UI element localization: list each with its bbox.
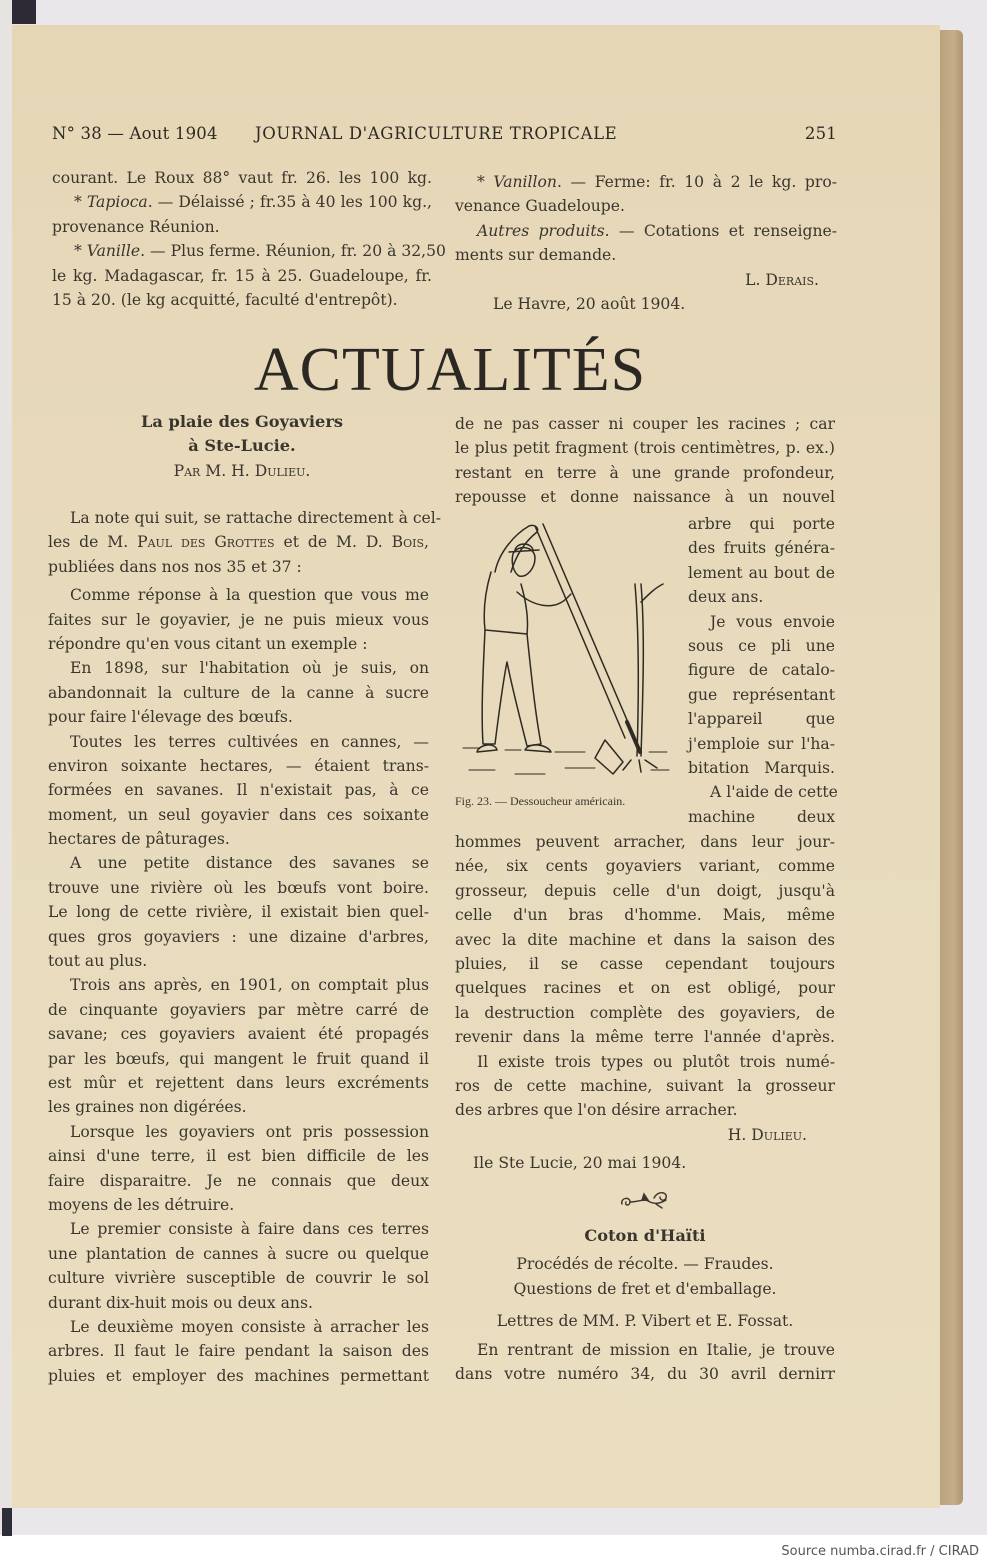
text-line: j'emploie sur l'ha- [688, 734, 835, 753]
text-line: La note qui suit, se rattache directement à cel- [70, 509, 442, 527]
article2-subtitle-1: Procédés de récolte. — Fraudes. [516, 1255, 774, 1274]
text-line: figure de catalo- [688, 661, 835, 680]
article1-byline: Par M. H. Dulieu. [173, 461, 311, 480]
text-line: publiées dans nos nos 35 et 37 : [48, 557, 302, 576]
text-line: l'appareil que [688, 710, 835, 729]
market-dateline: Le Havre, 20 août 1904. [493, 294, 686, 313]
text-line: gue représentant [688, 685, 835, 704]
market-line: le kg. Madagascar, fr. 15 à 25. Guadeloupe, fr. [52, 266, 432, 285]
text-line: des arbres que l'on désire arracher. [455, 1101, 738, 1120]
product-label: Tapioca [86, 193, 148, 212]
text-line: répondre qu'en vous citant un exemple : [48, 634, 368, 653]
vanillon-entry: * Vanillon. — Ferme: fr. 10 à 2 le kg. pro- [477, 173, 837, 191]
text-line: Le long de cette rivière, il existait bien quel- [48, 903, 429, 922]
text-line: avec la dite machine et dans la saison des [455, 930, 835, 949]
text-line: Il existe trois types ou plutôt trois numé- [477, 1052, 835, 1071]
article1-header [52, 410, 432, 483]
base-plate [595, 740, 623, 774]
page-number: 251 [804, 124, 837, 143]
text-line: moment, un seul goyavier dans ces soixante [48, 805, 429, 824]
article1-title-line1: La plaie des Goyaviers [141, 412, 343, 431]
market-report-right [455, 170, 837, 316]
text-line: Le deuxième moyen consiste à arracher les [70, 1317, 429, 1336]
text-line: de ne pas casser ni couper les racines ; car [455, 415, 835, 433]
text-line: environ soixante hectares, — étaient trans- [48, 756, 429, 775]
text-line: En rentrant de mission en Italie, je trouve [477, 1340, 835, 1359]
market-report-left [52, 166, 446, 312]
text-line: pluies et employer des machines permettant [48, 1366, 429, 1385]
text-line: abandonnait la culture de la canne à sucre [48, 683, 429, 702]
source-credit: Source numba.cirad.fr / CIRAD [781, 1544, 979, 1559]
man-torso [484, 572, 527, 634]
running-head [52, 124, 837, 146]
text-line: par les bœufs, qui mangent le fruit quand il [48, 1049, 429, 1068]
text-line: En 1898, sur l'habitation où je suis, on [70, 659, 429, 678]
scanner-edge-dark-top [12, 0, 36, 24]
text-line: Je vous envoie [710, 612, 835, 631]
market-signature: L. Derais. [745, 270, 819, 289]
text-line: arbre qui porte [688, 515, 835, 533]
autres-entry [455, 219, 837, 243]
text-line: grosseur, depuis celle d'un doigt, jusqu'à [455, 881, 835, 900]
text-line: les de M. Paul des Grottes et de M. D. Bois, [48, 533, 429, 552]
article1-left-column [48, 506, 442, 1388]
section-title: ACTUALITÉS [253, 336, 647, 404]
market-line: * Tapioca. — Délaissé ; fr.35 à 40 les 100 kg., [74, 193, 432, 212]
article2-subtitle-2: Questions de fret et d'emballage. [513, 1279, 777, 1298]
journal-title: JOURNAL D'AGRICULTURE TROPICALE [255, 124, 618, 143]
text-line: ques gros goyaviers : une dizaine d'arbres, [48, 927, 429, 946]
issue-date: N° 38 — Aout 1904 [52, 124, 218, 143]
article1-dateline: Ile Ste Lucie, 20 mai 1904. [473, 1154, 687, 1173]
article1-title-line2: à Ste-Lucie. [188, 436, 296, 456]
text-line: une plantation de cannes à sucre ou quelque [48, 1244, 429, 1263]
text-line: durant dix-huit mois ou deux ans. [48, 1293, 313, 1312]
article2-letters: Lettres de MM. P. Vibert et E. Fossat. [496, 1312, 794, 1331]
text-line: de cinquante goyaviers par mètre carré de [48, 1000, 429, 1019]
text-line: formées en savanes. Il n'existait pas, à ce [48, 781, 429, 800]
text-line: Lorsque les goyaviers ont pris possession [70, 1122, 429, 1141]
autres-label: Autres produits [477, 221, 605, 240]
pole [535, 524, 633, 738]
text-line: Toutes les terres cultivées en cannes, — [70, 732, 429, 751]
market-line: provenance Réunion. [52, 217, 220, 236]
scanner-edge-left [0, 0, 12, 1535]
text-line: repousse et donne naissance à un nouvel [455, 488, 835, 507]
text-line: née, six cents goyaviers variant, comme [455, 857, 835, 876]
vanillon-label: Vanillon [493, 173, 557, 191]
text-line: hectares de pâturages. [48, 830, 230, 849]
text-line: ainsi d'une terre, il est bien difficile de les [48, 1147, 429, 1166]
text-line: restant en terre à une grande profondeur, [455, 463, 835, 482]
article2-body [455, 1338, 835, 1387]
man-legs [482, 630, 541, 746]
text-line: quelques racines et on est obligé, pour [455, 979, 835, 998]
ornament-fleuron-icon [618, 1188, 674, 1210]
text-line: lement au bout de [688, 563, 835, 582]
text-line: Le premier consiste à faire dans ces terres [70, 1220, 429, 1239]
sapling [635, 584, 663, 756]
text-line: machine deux [688, 807, 835, 826]
product-label: Vanille [86, 242, 141, 261]
figure-caption: Fig. 23. — Dessoucheur américain. [455, 794, 626, 808]
text-line: ros de cette machine, suivant la grosseur [455, 1076, 835, 1095]
article1-right-narrow [688, 512, 838, 829]
autres-text: . — Cotations et renseigne- [604, 221, 837, 240]
text-line: Trois ans après, en 1901, on comptait plus [70, 976, 429, 995]
article1-right-top [455, 412, 835, 510]
figure-stump-puller-illustration [455, 512, 683, 812]
text-line: moyens de les détruire. [48, 1195, 235, 1214]
text-line: savane; ces goyaviers avaient été propagés [48, 1025, 429, 1044]
text-line: la destruction complète des goyaviers, de [455, 1003, 835, 1022]
text-line: Comme réponse à la question que vous me [70, 586, 429, 605]
market-line: courant. Le Roux 88° vaut fr. 26. les 100 kg. [52, 169, 432, 187]
text-line: deux ans. [688, 588, 764, 607]
vanillon-cont: venance Guadeloupe. [455, 197, 625, 216]
text-line: bitation Marquis. [688, 758, 835, 777]
text-line: des fruits généra- [688, 539, 835, 558]
article1-closing [455, 1123, 835, 1176]
text-line: pour faire l'élevage des bœufs. [48, 708, 293, 727]
market-line: 15 à 20. (le kg acquitté, faculté d'entrepôt). [52, 290, 398, 309]
article1-signature: H. Dulieu. [727, 1126, 807, 1144]
text-line: trouve une rivière où les bœufs vont boire. [48, 878, 429, 897]
text-line: A une petite distance des savanes se [70, 854, 429, 873]
article2-title: Coton d'Haïti [584, 1226, 706, 1245]
scanner-edge-dark-bottom [2, 1508, 12, 1536]
text-line: revenir dans la même terre l'année d'après. [455, 1028, 835, 1047]
autres-cont: ments sur demande. [455, 246, 617, 265]
text-line: faire disparaitre. Je ne connais que deux [48, 1171, 429, 1190]
man-arm-raised [495, 525, 538, 572]
text-line: culture vivrière susceptible de couvrir le sol [48, 1269, 429, 1288]
text-line: tout au plus. [48, 952, 148, 971]
text-line: faites sur le goyavier, je ne puis mieux vous [48, 610, 429, 629]
vanillon-text: . — Ferme: fr. 10 à 2 le kg. pro- [556, 173, 837, 191]
text-line: le plus petit fragment (trois centimètres, p. ex.) [455, 439, 835, 458]
text-line: sous ce pli une [688, 636, 835, 655]
text-line: les graines non digérées. [48, 1098, 247, 1117]
text-line: arbres. Il faut le faire pendant la saison des [48, 1342, 429, 1361]
article1-right-bottom [455, 830, 835, 1123]
page-spine-shadow [940, 30, 963, 1505]
text-line: hommes peuvent arracher, dans leur jour- [455, 833, 835, 851]
article2 [455, 1224, 835, 1386]
text-line: celle d'un bras d'homme. Mais, même [455, 906, 835, 925]
market-line: * Vanille. — Plus ferme. Réunion, fr. 20 à 32,50 [74, 242, 446, 261]
text-line: est mûr et rejettent dans leurs excréments [48, 1073, 429, 1092]
man-feet [477, 745, 551, 752]
text-line: A l'aide de cette [710, 783, 838, 802]
text-line: pluies, il se casse cependant toujours [455, 954, 835, 973]
text-line: dans votre numéro 34, du 30 avril dernirr [455, 1364, 835, 1383]
